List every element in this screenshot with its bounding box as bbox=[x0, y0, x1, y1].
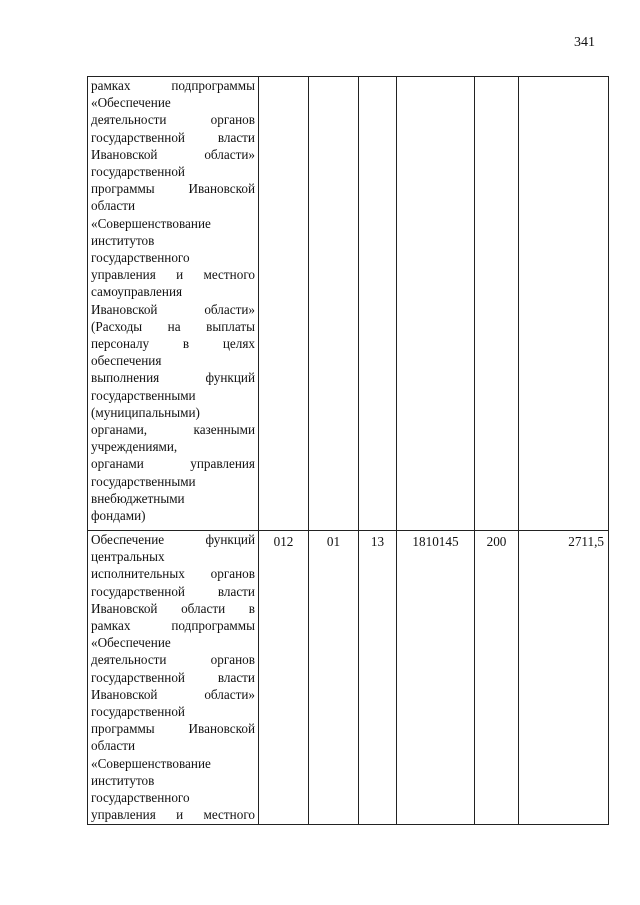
description-line: органами управления bbox=[91, 456, 255, 472]
description-line: государственного bbox=[91, 790, 190, 806]
description-line: самоуправления bbox=[91, 284, 183, 300]
description-line: государственными bbox=[91, 473, 196, 489]
expense-type-cell bbox=[475, 77, 519, 531]
description-line: деятельности органов bbox=[91, 112, 255, 128]
description-line: внебюджетными bbox=[91, 490, 185, 506]
description-line: управления и местного bbox=[91, 807, 255, 823]
subsection-code-cell bbox=[359, 77, 397, 531]
page-number: 341 bbox=[574, 35, 595, 50]
description-line: государственного bbox=[91, 250, 190, 266]
description-cell bbox=[88, 77, 259, 531]
description-line: государственной bbox=[91, 164, 185, 180]
description-line: Обеспечение функций bbox=[91, 532, 255, 547]
description-line: «Совершенствование bbox=[91, 215, 211, 231]
description-line: государственной власти bbox=[91, 669, 255, 685]
description-line: государственной власти bbox=[91, 129, 255, 145]
description-line: институтов bbox=[91, 772, 155, 788]
amount-cell bbox=[519, 77, 609, 531]
description-line: (Расходы на выплаты bbox=[91, 318, 255, 334]
table-row bbox=[88, 77, 609, 531]
description-line: «Обеспечение bbox=[91, 635, 171, 651]
description-line: Ивановской области в bbox=[91, 600, 255, 616]
description-line: исполнительных органов bbox=[91, 566, 255, 582]
description-line: учреждениями, bbox=[91, 439, 178, 455]
description-line: рамках подпрограммы bbox=[91, 618, 255, 634]
description-cell bbox=[88, 531, 259, 825]
description-line: программы Ивановской bbox=[91, 721, 255, 737]
description-line: фондами) bbox=[91, 508, 146, 524]
description-line: «Обеспечение bbox=[91, 95, 171, 111]
description-line: (муниципальными) bbox=[91, 404, 200, 420]
description-line: области bbox=[91, 738, 136, 754]
description-line: выполнения функций bbox=[91, 370, 255, 386]
description-line: институтов bbox=[91, 232, 155, 248]
description-line: Ивановской области» bbox=[91, 146, 255, 162]
description-line: Ивановской области» bbox=[91, 686, 255, 702]
description-line: центральных bbox=[91, 549, 165, 565]
subsection-code-cell: 13 bbox=[359, 531, 397, 825]
description-line: государственными bbox=[91, 387, 196, 403]
target-article-cell bbox=[397, 77, 475, 531]
table-row bbox=[88, 531, 609, 825]
description-line: персоналу в целях bbox=[91, 336, 255, 352]
description-line: обеспечения bbox=[91, 353, 162, 369]
section-code-cell: 01 bbox=[309, 531, 359, 825]
description-text bbox=[91, 531, 255, 823]
description-text bbox=[91, 77, 255, 524]
description-line: Ивановской области» bbox=[91, 301, 255, 317]
amount-cell: 2711,5 bbox=[519, 531, 609, 825]
expense-type-cell: 200 bbox=[475, 531, 519, 825]
ministry-code-cell: 012 bbox=[259, 531, 309, 825]
ministry-code-cell bbox=[259, 77, 309, 531]
description-line: государственной bbox=[91, 704, 185, 720]
description-line: рамках подпрограммы bbox=[91, 78, 255, 93]
description-line: программы Ивановской bbox=[91, 181, 255, 197]
target-article-cell: 1810145 bbox=[397, 531, 475, 825]
budget-table bbox=[87, 76, 609, 825]
section-code-cell bbox=[309, 77, 359, 531]
description-line: деятельности органов bbox=[91, 652, 255, 668]
description-line: «Совершенствование bbox=[91, 755, 211, 771]
description-line: области bbox=[91, 198, 136, 214]
description-line: органами, казенными bbox=[91, 422, 255, 438]
description-line: управления и местного bbox=[91, 267, 255, 283]
description-line: государственной власти bbox=[91, 583, 255, 599]
